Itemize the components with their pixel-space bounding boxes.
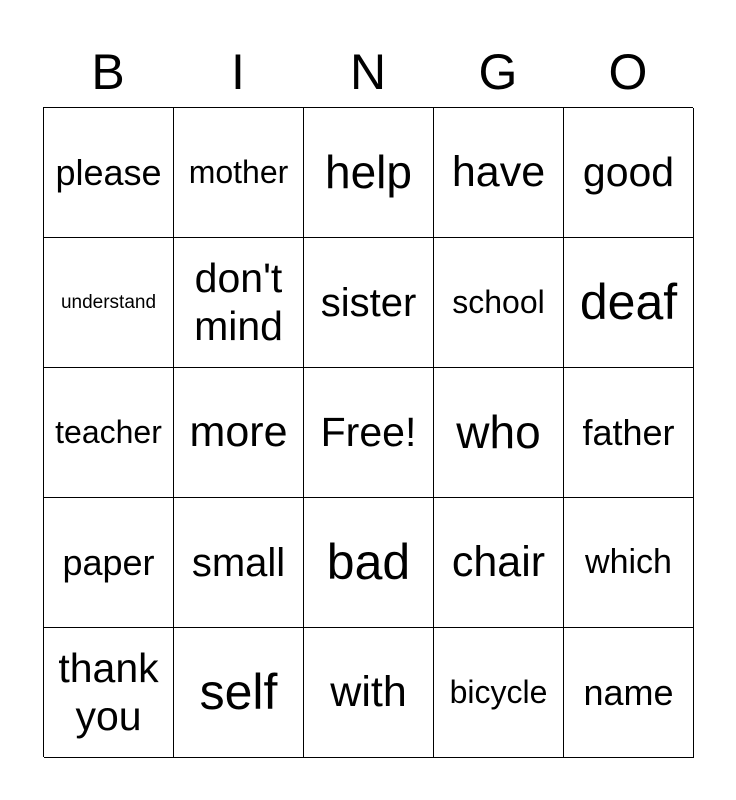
header-letter-i: I [231, 44, 245, 100]
bingo-cell[interactable] [434, 498, 564, 628]
bingo-cell[interactable] [434, 238, 564, 368]
bingo-cell[interactable] [174, 498, 304, 628]
header-letter-o: O [608, 44, 648, 100]
bingo-cell[interactable] [304, 368, 434, 498]
header-letter-g: G [478, 44, 518, 100]
cell-label: self [199, 663, 278, 720]
bingo-cell[interactable] [564, 108, 694, 238]
cell-label: good [582, 148, 675, 195]
cell-label: understand [60, 291, 157, 313]
cell-label: bicycle [449, 674, 548, 711]
bingo-cell[interactable] [174, 628, 304, 758]
bingo-cell[interactable] [564, 238, 694, 368]
cell-label: paper [62, 541, 155, 583]
cell-label: name [583, 671, 674, 713]
cell-label: teacher [55, 414, 162, 451]
cell-label: more [189, 407, 288, 456]
cell-label: school [452, 284, 545, 321]
cell-label: please [55, 151, 162, 193]
bingo-cell[interactable] [434, 368, 564, 498]
cell-label: father [582, 411, 675, 453]
bingo-cell[interactable] [44, 498, 174, 628]
cell-label: Free! [320, 408, 417, 455]
bingo-cell[interactable] [44, 628, 174, 758]
bingo-cell[interactable] [174, 238, 304, 368]
cell-label: mother [188, 154, 289, 191]
cell-label: bad [326, 533, 411, 590]
cell-label: small [191, 540, 286, 585]
bingo-cell[interactable] [434, 628, 564, 758]
bingo-header [43, 40, 693, 104]
cell-label: chair [451, 537, 546, 586]
bingo-cell[interactable] [174, 108, 304, 238]
bingo-cell[interactable] [44, 368, 174, 498]
bingo-cell[interactable] [304, 498, 434, 628]
bingo-cell[interactable] [564, 498, 694, 628]
cell-label: don't mind [194, 255, 283, 349]
bingo-cell[interactable] [174, 368, 304, 498]
cell-label: thank you [58, 645, 159, 739]
bingo-cell[interactable] [564, 368, 694, 498]
bingo-board [43, 107, 693, 757]
cell-label: which [585, 542, 672, 581]
cell-label: deaf [579, 273, 678, 330]
cell-label: help [325, 146, 412, 199]
bingo-cell[interactable] [44, 108, 174, 238]
bingo-cell[interactable] [304, 238, 434, 368]
header-letter-n: N [349, 44, 387, 100]
cell-label: have [451, 147, 546, 196]
cell-label: who [456, 406, 541, 459]
bingo-cell[interactable] [564, 628, 694, 758]
cell-label: sister [320, 280, 417, 325]
bingo-cell[interactable] [44, 238, 174, 368]
bingo-cell[interactable] [304, 108, 434, 238]
header-letter-b: B [91, 44, 125, 100]
bingo-cell[interactable] [304, 628, 434, 758]
cell-label: with [330, 667, 407, 716]
bingo-cell[interactable] [434, 108, 564, 238]
